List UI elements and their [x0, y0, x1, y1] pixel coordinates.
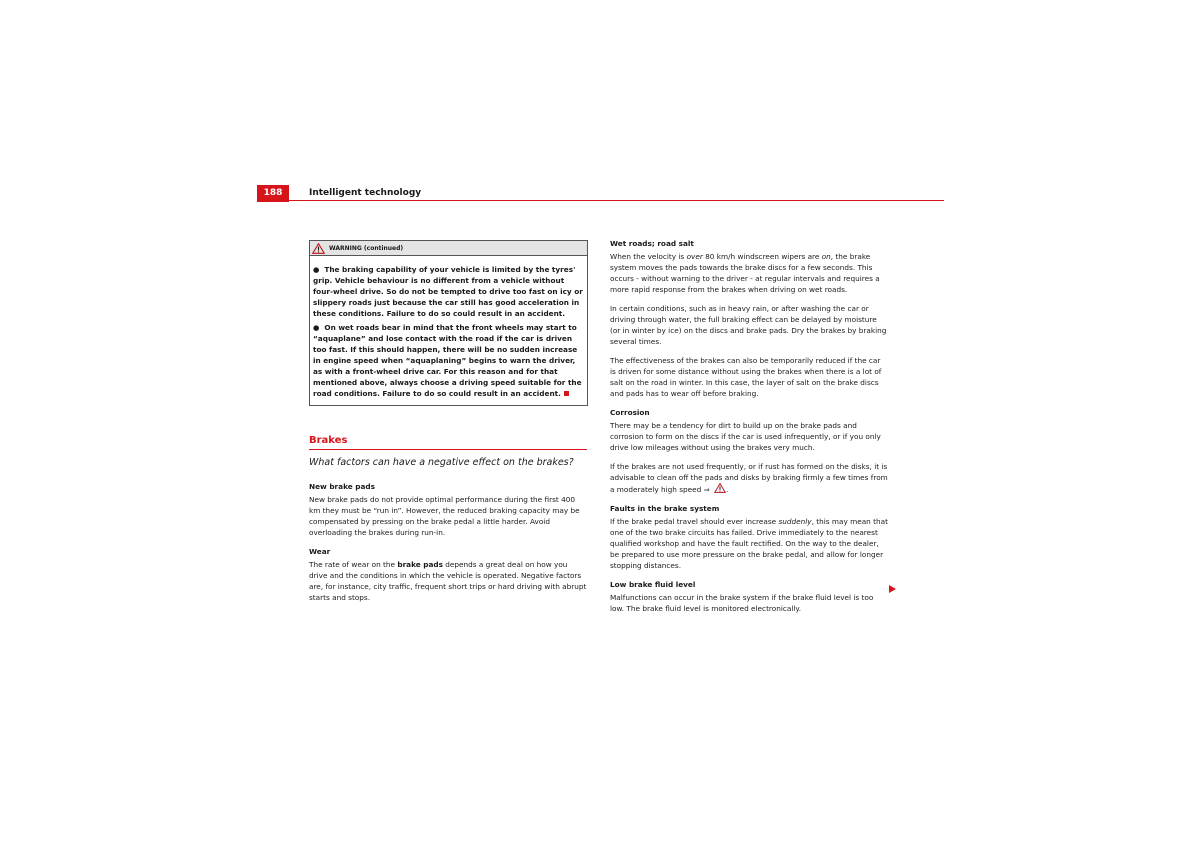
- paragraph-wet-roads-2: In certain conditions, such as in heavy rain, or after washing the car or driving through water, the full braking effect can be delayed by moisture (or in winter by ice) on the discs and brake pads. Dry the brakes by braking several times.: [610, 304, 887, 346]
- bullet-icon: ●: [313, 265, 320, 274]
- header-title: Intelligent technology: [309, 188, 422, 198]
- section-title: Brakes: [309, 435, 348, 446]
- subheading-new-brake-pads: New brake pads: [309, 482, 375, 491]
- paragraph-new-brake-pads: New brake pads do not provide optimal performance during the first 400 km they must be “run in”. However, the reduced braking capacity may be compensated by pressing on the brake pedal a little harder. Avoid overloading the brakes during run-in.: [309, 495, 580, 537]
- paragraph-low-brake-fluid: Malfunctions can occur in the brake system if the brake fluid level is too low. The brake fluid level is monitored electronically.: [610, 593, 874, 613]
- paragraph-faults: If the brake pedal travel should ever increase suddenly, this may mean that one of the two brake circuits has failed. Drive immediately to the nearest qualified workshop and have the fault rectified. On the way to the dealer, be prepared to use more pressure on the brake pedal, and allow for longer stopping distances.: [610, 517, 888, 570]
- subheading-wet-roads: Wet roads; road salt: [610, 239, 694, 248]
- warning-body: [310, 256, 587, 405]
- paragraph-wet-roads-3: The effectiveness of the brakes can also be temporarily reduced if the car is driven for some distance without using the brakes when there is a lot of salt on the road in winter. In this case, the layer of salt on the brake discs and pads has to wear off before braking.: [610, 356, 882, 398]
- paragraph-wet-roads-1: When the velocity is over 80 km/h windscreen wipers are on, the brake system moves the pads towards the brake discs for a few seconds. This occurs - without warning to the driver - at regular intervals and requires a more rapid response from the brakes when driving on wet roads.: [610, 252, 880, 294]
- paragraph-corrosion-1: There may be a tendency for dirt to build up on the brake pads and corrosion to form on the discs if the car is used infrequently, or if you only drive low mileages without using the brakes very much.: [610, 421, 881, 452]
- subheading-corrosion: Corrosion: [610, 408, 650, 417]
- subheading-low-brake-fluid: Low brake fluid level: [610, 580, 696, 589]
- section-question: What factors can have a negative effect on the brakes?: [309, 457, 574, 468]
- subheading-faults: Faults in the brake system: [610, 504, 720, 513]
- warning-header: [310, 241, 587, 256]
- warning-title: WARNING (continued): [329, 244, 404, 252]
- end-of-section-icon: [564, 391, 569, 396]
- warning-reference-icon: [714, 483, 726, 493]
- subheading-wear: Wear: [309, 547, 331, 556]
- continue-arrow-icon: [889, 585, 896, 593]
- warning-box: [309, 240, 588, 406]
- right-column: [610, 238, 888, 622]
- header-rule: [257, 200, 944, 201]
- warning-triangle-icon: [312, 243, 325, 254]
- warning-item: ● On wet roads bear in mind that the front wheels may start to “aquaplane” and lose contact with the road if the car is driven too fast. If this should happen, there will be no sudden increase in engine speed when “aquaplaning” begins to warn the driver, as with a front-wheel drive car. For this reason and for that mentioned above, always choose a driving speed suitable for the road conditions. Failure to do so could result in an accident.: [313, 323, 582, 398]
- left-column: [309, 240, 587, 611]
- section-rule: [309, 449, 587, 450]
- page-number: 188: [257, 185, 289, 202]
- warning-item: ● The braking capability of your vehicle is limited by the tyres' grip. Vehicle behaviour is no different from a vehicle without four-wheel drive. So do not be tempted to drive too fast on icy or slippery roads just because the car still has good acceleration in these conditions. Failure to do so could result in an accident.: [313, 265, 583, 318]
- paragraph-wear: The rate of wear on the brake pads depends a great deal on how you drive and the conditions in which the vehicle is operated. Negative factors are, for instance, city traffic, frequent short trips or hard driving with abrupt starts and stops.: [309, 560, 587, 602]
- paragraph-corrosion-2: If the brakes are not used frequently, or if rust has formed on the disks, it is advisable to clean off the pads and disks by braking firmly a few times from a moderately high speed ⇒ .: [610, 462, 888, 494]
- bullet-icon: ●: [313, 323, 320, 332]
